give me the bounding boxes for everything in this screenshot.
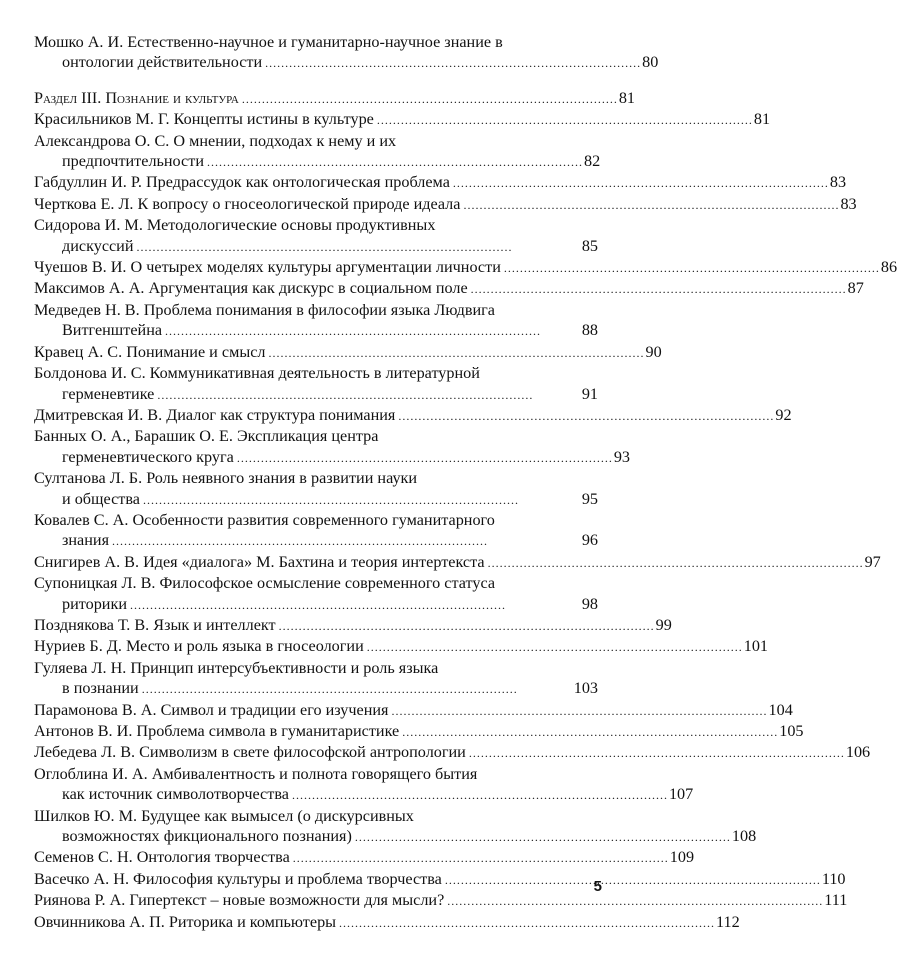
toc-entry-row (34, 890, 848, 911)
toc-entry (34, 573, 598, 615)
dot-leader (207, 151, 581, 172)
toc-entry (34, 131, 601, 173)
toc-entry-row (34, 194, 857, 215)
toc-entry-page: 83 (829, 173, 847, 192)
toc-entry-page: 82 (583, 152, 601, 171)
dot-leader (377, 109, 751, 130)
toc-entry-row (34, 784, 694, 805)
toc-entry-row (34, 636, 769, 657)
toc-entry-page: 97 (864, 552, 881, 571)
toc-entry-page: 104 (768, 700, 793, 719)
table-of-contents (34, 32, 897, 933)
toc-entry (34, 615, 672, 636)
toc-entry-row (34, 52, 659, 73)
toc-entry (34, 172, 847, 193)
toc-entry-row (34, 88, 636, 109)
dot-leader (143, 489, 579, 510)
toc-entry-title: Васечко А. Н. Философия культуры и проблема творчества (34, 869, 442, 888)
toc-entry (34, 721, 804, 742)
toc-entry (34, 426, 630, 468)
toc-entry-title: как источник символотворчества (62, 785, 289, 804)
toc-entry-row (34, 278, 864, 299)
toc-entry-row (34, 742, 871, 763)
dot-leader (292, 784, 666, 805)
toc-entry-title: герменевтического круга (62, 447, 234, 466)
toc-entry-row (34, 847, 695, 868)
toc-entry-title-line: Гуляева Л. Н. Принцип интерсубъективности и роль языка (34, 658, 439, 677)
toc-entry-row (34, 489, 598, 510)
toc-entry-title: Парамонова В. А. Символ и традиции его изучения (34, 700, 389, 719)
dot-leader (367, 636, 741, 657)
toc-entry-title: Овчинникова А. П. Риторика и компьютеры (34, 912, 337, 931)
toc-entry-title: Витгенштейна (62, 321, 163, 340)
toc-entry-row (34, 236, 598, 257)
dot-leader (165, 320, 579, 341)
toc-entry (34, 912, 740, 933)
toc-entry-page: 87 (847, 279, 864, 298)
dot-leader (398, 405, 772, 426)
toc-entry-row (34, 912, 740, 933)
toc-entry-page: 85 (581, 236, 598, 255)
toc-entry-title-line: Мошко А. И. Естественно-научное и гуманитарно-научное знание в (34, 33, 503, 51)
toc-entry-row (34, 257, 897, 278)
toc-entry-row (34, 172, 847, 193)
toc-entry-row (34, 447, 630, 468)
toc-entry-title: Антонов В. И. Проблема символа в гуманитаристике (34, 722, 400, 740)
toc-entry-page: 92 (775, 405, 792, 424)
toc-entry-page: 88 (581, 321, 598, 340)
dot-leader (242, 88, 616, 109)
toc-entry-title: Нуриев Б. Д. Место и роль языка в гносеологии (34, 637, 364, 656)
toc-entry-title: Максимов А. А. Аргументация как дискурс в социальном поле (34, 279, 468, 298)
toc-entry-title: Снигирев А. В. Идея «диалога» М. Бахтина и теория интертекста (34, 552, 485, 571)
toc-entry-title: и общества (62, 489, 140, 508)
dot-leader (453, 172, 827, 193)
toc-entry-title-line: Банных О. А., Барашик О. Е. Экспликация центра (34, 427, 379, 446)
dot-leader (488, 552, 862, 573)
toc-entry-title: риторики (62, 594, 127, 613)
toc-entry-page: 96 (581, 531, 598, 550)
toc-entry (34, 300, 598, 342)
dot-leader (237, 447, 611, 468)
dot-leader (112, 530, 579, 551)
toc-entry-page: 103 (573, 679, 598, 698)
toc-entry-row (34, 320, 598, 341)
toc-entry-page: 109 (669, 848, 695, 867)
toc-entry (34, 742, 871, 763)
toc-entry-title: онтологии действительности (62, 53, 263, 72)
toc-entry (34, 468, 598, 510)
toc-entry-title: в познании (62, 679, 139, 698)
toc-entry-page: 90 (645, 342, 662, 361)
toc-entry (34, 806, 757, 848)
dot-leader (392, 700, 766, 721)
toc-entry-title: Позднякова Т. В. Язык и интеллект (34, 615, 276, 634)
toc-entry-title-line: Султанова Л. Б. Роль неявного знания в развитии науки (34, 469, 418, 488)
toc-entry-title: возможностях фикционального познания) (62, 827, 352, 846)
toc-entry (34, 764, 694, 806)
toc-entry (34, 194, 857, 215)
toc-entry (34, 552, 881, 573)
toc-entry-title: Красильников М. Г. Концепты истины в культуре (34, 110, 374, 129)
dot-leader (339, 912, 713, 933)
toc-entry (34, 636, 769, 657)
toc-entry-page: 107 (668, 785, 694, 804)
toc-entry-page: 111 (824, 891, 848, 910)
dot-leader (355, 826, 729, 847)
page-number: 5 (593, 878, 602, 895)
toc-entry-title: Габдуллин И. Р. Предрассудок как онтологическая проблема (34, 173, 450, 192)
toc-entry-page: 106 (845, 743, 871, 762)
toc-entry-title-line: Шилков Ю. М. Будущее как вымысел (о дискурсивных (34, 806, 414, 825)
toc-entry (34, 658, 598, 700)
toc-entry (34, 342, 662, 363)
dot-leader (293, 847, 667, 868)
toc-entry (34, 510, 598, 552)
dot-leader (504, 257, 878, 278)
toc-entry (34, 847, 695, 868)
toc-entry-title: Лебедева Л. В. Символизм в свете философской антропологии (34, 743, 466, 762)
toc-entry (34, 363, 598, 405)
toc-entry-page: 93 (613, 447, 630, 466)
toc-entry-title-line: Ковалев С. А. Особенности развития современного гуманитарного (34, 510, 495, 529)
toc-entry (34, 109, 771, 130)
toc-entry-title: герменевтике (62, 384, 155, 403)
dot-leader (445, 869, 819, 890)
toc-entry (34, 32, 659, 74)
toc-entry-row (34, 530, 598, 551)
toc-entry-row (34, 151, 601, 172)
toc-entry (34, 278, 864, 299)
toc-entry-page: 105 (779, 722, 804, 740)
toc-entry-page: 101 (743, 637, 769, 656)
toc-entry-row (34, 552, 881, 573)
dot-leader (265, 52, 639, 73)
toc-entry-row (34, 678, 598, 699)
toc-entry-title: дискуссий (62, 236, 134, 255)
dot-leader (157, 384, 578, 405)
toc-entry-row (34, 826, 757, 847)
toc-entry (34, 405, 792, 426)
dot-leader (268, 342, 642, 363)
dot-leader (279, 615, 653, 636)
toc-entry-title-line: Болдонова И. С. Коммуникативная деятельность в литературной (34, 364, 480, 383)
toc-entry-page: 98 (581, 594, 598, 613)
toc-entry-page: 91 (581, 384, 598, 403)
toc-entry-row (34, 594, 598, 615)
toc-entry-title-line: Оглоблина И. А. Амбивалентность и полнота говорящего бытия (34, 764, 478, 783)
dot-leader (137, 236, 579, 257)
dot-leader (447, 890, 821, 911)
toc-entry-row (34, 342, 662, 363)
toc-entry (34, 215, 598, 257)
toc-entry-row (34, 109, 771, 130)
toc-entry-title: знания (62, 531, 110, 550)
toc-entry-title-line: Супоницкая Л. В. Философское осмысление современного статуса (34, 574, 496, 593)
dot-leader (402, 721, 776, 742)
toc-entry-title: Черткова Е. Л. К вопросу о гносеологической природе идеала (34, 194, 461, 213)
toc-entry-row (34, 700, 793, 721)
dot-leader (471, 278, 845, 299)
toc-section-heading (34, 88, 636, 109)
toc-entry-page: 99 (655, 615, 672, 634)
toc-entry-title: предпочтительности (62, 152, 204, 171)
dot-leader (463, 194, 837, 215)
toc-entry-row (34, 384, 598, 405)
toc-entry (34, 700, 793, 721)
toc-entry-title: Раздел III. Познание и культура (34, 88, 239, 107)
toc-entry-title: Кравец А. С. Понимание и смысл (34, 342, 266, 361)
dot-leader (469, 742, 843, 763)
toc-entry (34, 890, 848, 911)
toc-entry-row (34, 869, 846, 890)
toc-entry-title-line: Александрова О. С. О мнении, подходах к нему и их (34, 131, 397, 150)
toc-entry (34, 257, 897, 278)
toc-entry-page: 86 (880, 258, 897, 277)
dot-leader (142, 678, 571, 699)
toc-entry-title: Чуешов В. И. О четырех моделях культуры аргументации личности (34, 258, 501, 277)
toc-entry-row (34, 405, 792, 426)
toc-entry-title: Дмитревская И. В. Диалог как структура понимания (34, 405, 396, 424)
toc-entry-page: 83 (840, 194, 857, 213)
toc-entry-page: 110 (821, 869, 846, 888)
toc-entry-page: 80 (642, 53, 659, 72)
toc-entry-title-line: Медведев Н. В. Проблема понимания в философии языка Людвига (34, 300, 495, 319)
toc-entry-row (34, 615, 672, 636)
toc-entry-row (34, 721, 804, 742)
toc-entry-title: Риянова Р. А. Гипертекст – новые возможности для мысли? (34, 891, 445, 910)
toc-entry-page: 112 (716, 912, 740, 931)
toc-entry-page: 95 (581, 489, 598, 508)
toc-entry-page: 81 (753, 110, 771, 129)
toc-entry-title: Семенов С. Н. Онтология творчества (34, 848, 290, 867)
dot-leader (130, 594, 579, 615)
toc-entry-page: 81 (618, 88, 636, 107)
toc-entry (34, 869, 846, 890)
toc-entry-page: 108 (731, 827, 757, 846)
toc-entry-title-line: Сидорова И. М. Методологические основы продуктивных (34, 216, 436, 235)
